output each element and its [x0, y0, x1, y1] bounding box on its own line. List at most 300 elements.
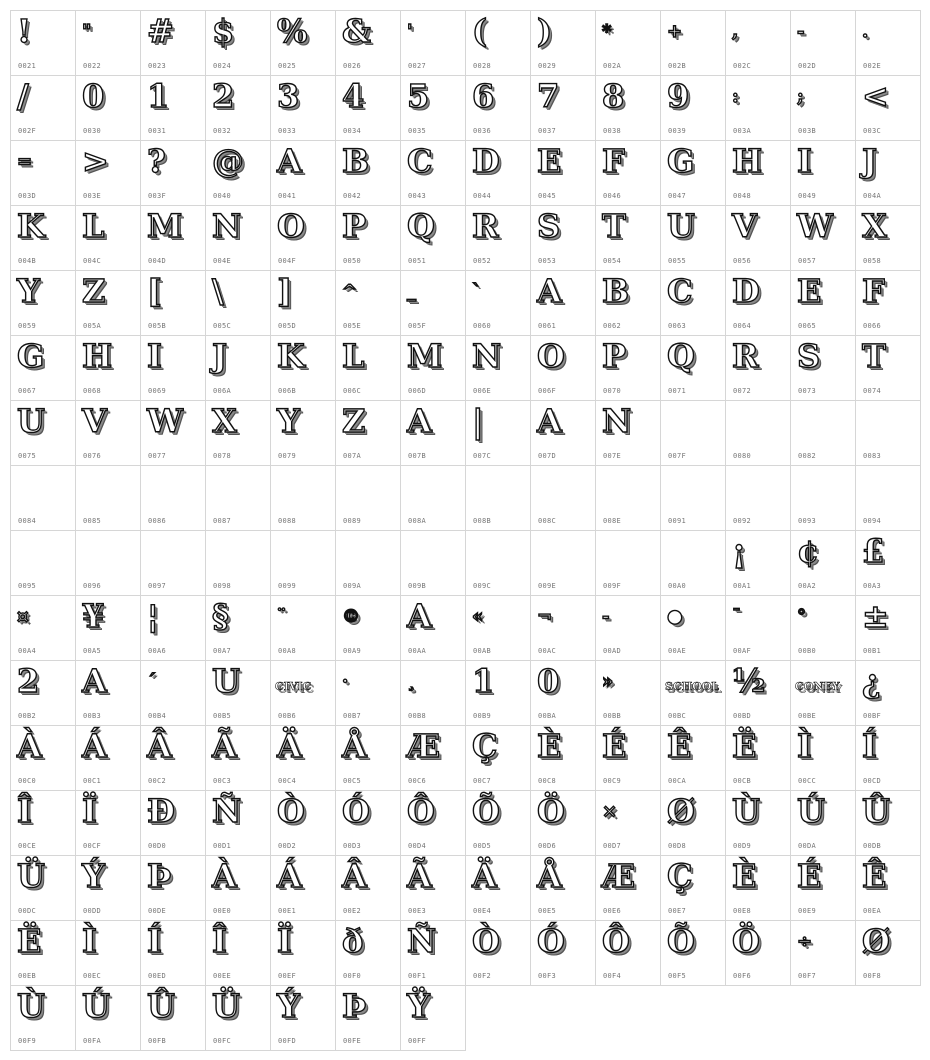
glyph-code-label: 002C [733, 62, 752, 70]
glyph-code-label: 009E [538, 582, 557, 590]
glyph-sample: CONEY [795, 680, 840, 693]
glyph-cell [466, 336, 531, 401]
glyph-cell [791, 271, 856, 336]
glyph-cell [596, 11, 661, 76]
glyph-code-label: 00F5 [668, 972, 687, 980]
glyph-cell [76, 76, 141, 141]
glyph-sample: Ë [732, 727, 757, 765]
glyph-cell [206, 856, 271, 921]
glyph-sample: % [277, 12, 308, 50]
glyph-cell [726, 206, 791, 271]
glyph-cell [76, 791, 141, 856]
glyph-code-label: 007B [408, 452, 427, 460]
glyph-code-label: 0097 [148, 582, 167, 590]
glyph-cell [856, 141, 921, 206]
glyph-code-label: 009A [343, 582, 362, 590]
glyph-code-label: 0035 [408, 127, 427, 135]
glyph-sample: H [82, 337, 113, 375]
glyph-cell [271, 856, 336, 921]
glyph-code-label: 0099 [278, 582, 297, 590]
glyph-sample: A [407, 597, 432, 635]
glyph-code-label: 00CB [733, 777, 752, 785]
glyph-cell [336, 271, 401, 336]
glyph-cell [401, 986, 466, 1051]
glyph-code-label: 00FC [213, 1037, 232, 1045]
glyph-code-label: 00AC [538, 647, 557, 655]
glyph-code-label: 002D [798, 62, 817, 70]
glyph-cell [596, 206, 661, 271]
glyph-sample: 3 [277, 77, 300, 115]
glyph-sample: Ÿ [407, 987, 430, 1025]
glyph-cell [141, 336, 206, 401]
glyph-cell [206, 206, 271, 271]
glyph-sample: Ð [147, 792, 175, 830]
glyph-sample: Z [342, 402, 366, 440]
glyph-cell [661, 791, 726, 856]
glyph-cell [11, 921, 76, 986]
glyph-sample: ; [797, 86, 804, 107]
glyph-sample: Î [17, 792, 32, 830]
glyph-code-label: 002E [863, 62, 882, 70]
glyph-code-label: 0026 [343, 62, 362, 70]
glyph-sample: Í [862, 727, 877, 765]
glyph-code-label: 008C [538, 517, 557, 525]
glyph-code-label: 00CC [798, 777, 817, 785]
glyph-sample: U [212, 662, 240, 700]
glyph-code-label: 008B [473, 517, 492, 525]
glyph-cell [271, 336, 336, 401]
glyph-cell [726, 596, 791, 661]
glyph-cell [401, 531, 466, 596]
glyph-code-label: 00B4 [148, 712, 167, 720]
glyph-cell [661, 336, 726, 401]
glyph-cell [856, 11, 921, 76]
glyph-code-label: 003F [148, 192, 167, 200]
glyph-code-label: 008E [603, 517, 622, 525]
glyph-cell [401, 856, 466, 921]
glyph-cell [336, 661, 401, 726]
glyph-sample: O [277, 207, 305, 245]
glyph-cell [206, 986, 271, 1051]
glyph-code-label: 0067 [18, 387, 37, 395]
glyph-cell [596, 401, 661, 466]
glyph-code-label: 008A [408, 517, 427, 525]
glyph-code-label: 009F [603, 582, 622, 590]
glyph-grid [10, 10, 921, 1051]
glyph-cell [141, 76, 206, 141]
glyph-sample: U [17, 402, 45, 440]
glyph-cell [726, 791, 791, 856]
glyph-code-label: 0089 [343, 517, 362, 525]
glyph-cell [726, 401, 791, 466]
glyph-cell [11, 661, 76, 726]
glyph-cell [791, 206, 856, 271]
glyph-code-label: 00A7 [213, 647, 232, 655]
glyph-sample: O [537, 337, 565, 375]
glyph-code-label: 007A [343, 452, 362, 460]
glyph-code-label: 007C [473, 452, 492, 460]
glyph-sample: Â [342, 857, 367, 895]
glyph-cell [336, 76, 401, 141]
glyph-code-label: 00F1 [408, 972, 427, 980]
glyph-cell [726, 921, 791, 986]
glyph-sample: Ý [277, 987, 300, 1025]
glyph-code-label: 00F0 [343, 972, 362, 980]
glyph-cell [11, 11, 76, 76]
glyph-sample: M [147, 207, 183, 245]
glyph-sample: Y [277, 402, 300, 440]
glyph-code-label: 00BB [603, 712, 622, 720]
glyph-sample: C [667, 272, 693, 310]
glyph-code-label: 0027 [408, 62, 427, 70]
glyph-cell [466, 921, 531, 986]
glyph-sample: _ [407, 281, 416, 302]
glyph-code-label: 00EE [213, 972, 232, 980]
glyph-cell [76, 11, 141, 76]
glyph-cell [791, 76, 856, 141]
glyph-sample: # [147, 12, 174, 50]
glyph-cell [271, 401, 336, 466]
glyph-cell [11, 401, 76, 466]
glyph-sample: U [667, 207, 695, 245]
glyph-cell [856, 661, 921, 726]
glyph-sample: Q [407, 207, 435, 245]
glyph-cell [791, 596, 856, 661]
glyph-cell [596, 141, 661, 206]
glyph-sample: Ô [407, 792, 435, 830]
glyph-code-label: 00F9 [18, 1037, 37, 1045]
glyph-sample: 4 [342, 77, 365, 115]
glyph-code-label: 0066 [863, 322, 882, 330]
glyph-code-label: 0041 [278, 192, 297, 200]
glyph-sample: Ò [472, 922, 500, 960]
glyph-cell [531, 921, 596, 986]
glyph-sample: ? [147, 142, 166, 180]
glyph-cell [661, 726, 726, 791]
glyph-code-label: 0040 [213, 192, 232, 200]
glyph-cell [531, 206, 596, 271]
glyph-code-label: 00D8 [668, 842, 687, 850]
glyph-sample: Á [82, 727, 107, 765]
glyph-sample: X [862, 207, 887, 245]
glyph-code-label: 00E1 [278, 907, 297, 915]
glyph-sample: Ë [17, 922, 42, 960]
glyph-cell [76, 206, 141, 271]
glyph-code-label: 00E6 [603, 907, 622, 915]
glyph-cell [531, 466, 596, 531]
glyph-code-label: 0083 [863, 452, 882, 460]
glyph-code-label: 00D3 [343, 842, 362, 850]
glyph-sample: Ä [277, 727, 302, 765]
glyph-cell [76, 921, 141, 986]
glyph-code-label: 00CF [83, 842, 102, 850]
glyph-code-label: 002F [18, 127, 37, 135]
glyph-cell [661, 531, 726, 596]
glyph-code-label: 00D2 [278, 842, 297, 850]
glyph-code-label: 00E2 [343, 907, 362, 915]
glyph-sample: Û [147, 987, 175, 1025]
glyph-sample: . [862, 21, 869, 42]
glyph-sample: : [732, 86, 739, 107]
glyph-sample: Ö [537, 792, 565, 830]
glyph-code-label: 0051 [408, 257, 427, 265]
glyph-cell [661, 466, 726, 531]
glyph-sample: W [147, 402, 183, 440]
glyph-code-label: 00AB [473, 647, 492, 655]
glyph-code-label: 00C7 [473, 777, 492, 785]
glyph-cell [401, 206, 466, 271]
glyph-cell [401, 401, 466, 466]
glyph-cell [726, 76, 791, 141]
glyph-code-label: 005C [213, 322, 232, 330]
glyph-code-label: 0095 [18, 582, 37, 590]
glyph-cell [141, 661, 206, 726]
glyph-code-label: 00AE [668, 647, 687, 655]
glyph-sample: ' [407, 21, 413, 42]
glyph-sample: 1 [147, 77, 170, 115]
glyph-code-label: 002B [668, 62, 687, 70]
glyph-cell [466, 141, 531, 206]
glyph-code-label: 0045 [538, 192, 557, 200]
glyph-code-label: 00D7 [603, 842, 622, 850]
glyph-cell [791, 726, 856, 791]
glyph-cell [141, 141, 206, 206]
glyph-code-label: 0048 [733, 192, 752, 200]
glyph-cell [791, 401, 856, 466]
glyph-code-label: 00E7 [668, 907, 687, 915]
glyph-cell [596, 76, 661, 141]
glyph-code-label: 0061 [538, 322, 557, 330]
glyph-code-label: 009B [408, 582, 427, 590]
glyph-code-label: 00B1 [863, 647, 882, 655]
glyph-code-label: 00B3 [83, 712, 102, 720]
glyph-sample: ¦ [147, 597, 159, 635]
glyph-code-label: 002A [603, 62, 622, 70]
glyph-cell [336, 856, 401, 921]
glyph-code-label: 00A5 [83, 647, 102, 655]
glyph-sample: D [732, 272, 760, 310]
glyph-sample: G [667, 142, 695, 180]
glyph-code-label: 00DC [18, 907, 37, 915]
glyph-code-label: 00B2 [18, 712, 37, 720]
glyph-code-label: 0050 [343, 257, 362, 265]
glyph-sample: Ú [797, 792, 825, 830]
glyph-cell [791, 791, 856, 856]
glyph-code-label: 0044 [473, 192, 492, 200]
glyph-cell [661, 596, 726, 661]
glyph-sample: ¡ [732, 532, 747, 570]
glyph-cell [791, 531, 856, 596]
glyph-cell [466, 76, 531, 141]
glyph-cell [271, 11, 336, 76]
glyph-cell [531, 271, 596, 336]
glyph-cell [791, 856, 856, 921]
glyph-cell [466, 531, 531, 596]
glyph-code-label: 00FE [343, 1037, 362, 1045]
glyph-sample: J [212, 337, 228, 375]
glyph-sample: P [602, 337, 627, 375]
glyph-cell [661, 401, 726, 466]
glyph-sample: Ø [862, 922, 890, 960]
glyph-code-label: 0080 [733, 452, 752, 460]
glyph-cell [76, 726, 141, 791]
glyph-sample: Ó [342, 792, 370, 830]
glyph-code-label: 0036 [473, 127, 492, 135]
glyph-cell [336, 726, 401, 791]
glyph-sample: L [82, 207, 105, 245]
glyph-sample: V [732, 207, 757, 245]
glyph-code-label: 0098 [213, 582, 232, 590]
glyph-sample: ● [667, 606, 683, 627]
glyph-code-label: 00FB [148, 1037, 167, 1045]
glyph-code-label: 00A9 [343, 647, 362, 655]
glyph-code-label: 00FF [408, 1037, 427, 1045]
glyph-cell [466, 726, 531, 791]
glyph-code-label: 00BC [668, 712, 687, 720]
glyph-cell [791, 466, 856, 531]
glyph-sample: W [797, 207, 833, 245]
glyph-cell [856, 401, 921, 466]
glyph-cell [11, 986, 76, 1051]
glyph-sample: · [342, 671, 349, 692]
glyph-code-label: 00BF [863, 712, 882, 720]
glyph-cell [596, 791, 661, 856]
glyph-code-label: 007E [603, 452, 622, 460]
glyph-cell [141, 856, 206, 921]
glyph-sample: Ê [667, 727, 692, 765]
glyph-cell [726, 661, 791, 726]
glyph-sample: = [17, 151, 33, 172]
glyph-sample: Ò [277, 792, 305, 830]
glyph-code-label: 00A4 [18, 647, 37, 655]
glyph-code-label: 0052 [473, 257, 492, 265]
glyph-sample: Þ [342, 987, 367, 1025]
glyph-cell [271, 271, 336, 336]
glyph-cell [661, 11, 726, 76]
glyph-code-label: 003C [863, 127, 882, 135]
glyph-sample: " [82, 21, 92, 42]
glyph-code-label: 00EA [863, 907, 882, 915]
glyph-sample: [ [147, 272, 163, 310]
glyph-cell [336, 336, 401, 401]
glyph-cell [336, 921, 401, 986]
glyph-sample: A [537, 402, 562, 440]
glyph-code-label: 006B [278, 387, 297, 395]
glyph-cell [141, 531, 206, 596]
glyph-sample: £ [862, 532, 885, 570]
glyph-sample: & [342, 12, 371, 50]
glyph-cell [11, 466, 76, 531]
glyph-code-label: 007F [668, 452, 687, 460]
glyph-code-label: 0029 [538, 62, 557, 70]
glyph-sample: @ [212, 142, 244, 180]
glyph-code-label: 00CA [668, 777, 687, 785]
glyph-sample: Ç [472, 727, 498, 765]
glyph-cell [856, 791, 921, 856]
glyph-code-label: 00C9 [603, 777, 622, 785]
glyph-code-label: 0088 [278, 517, 297, 525]
glyph-cell [11, 726, 76, 791]
glyph-sample: X [212, 402, 237, 440]
glyph-code-label: 0085 [83, 517, 102, 525]
glyph-cell [141, 466, 206, 531]
glyph-code-label: 0063 [668, 322, 687, 330]
glyph-cell [401, 76, 466, 141]
glyph-code-label: 00B9 [473, 712, 492, 720]
glyph-code-label: 00CD [863, 777, 882, 785]
glyph-code-label: 0071 [668, 387, 687, 395]
glyph-code-label: 0059 [18, 322, 37, 330]
glyph-cell [336, 401, 401, 466]
glyph-cell [531, 141, 596, 206]
glyph-sample: § [212, 597, 229, 635]
glyph-sample: 0 [537, 662, 560, 700]
glyph-sample: N [602, 402, 632, 440]
glyph-cell [596, 596, 661, 661]
glyph-sample: Û [862, 792, 890, 830]
glyph-sample: ð [342, 922, 364, 960]
glyph-sample: H [732, 142, 763, 180]
glyph-cell [206, 596, 271, 661]
glyph-sample: 5 [407, 77, 430, 115]
glyph-sample: - [797, 21, 805, 42]
glyph-sample: K [17, 207, 45, 245]
glyph-cell [466, 661, 531, 726]
glyph-code-label: 00D1 [213, 842, 232, 850]
glyph-sample: , [732, 21, 739, 42]
glyph-code-label: 00F4 [603, 972, 622, 980]
glyph-code-label: 0033 [278, 127, 297, 135]
glyph-sample: À [17, 727, 42, 765]
glyph-cell [466, 596, 531, 661]
glyph-sample: - [602, 606, 610, 627]
glyph-cell [336, 141, 401, 206]
glyph-code-label: 0034 [343, 127, 362, 135]
glyph-sample: 2 [17, 662, 40, 700]
glyph-code-label: 0070 [603, 387, 622, 395]
glyph-cell [271, 791, 336, 856]
glyph-cell [141, 206, 206, 271]
glyph-cell [271, 986, 336, 1051]
glyph-sample: Ö [732, 922, 760, 960]
glyph-code-label: 0078 [213, 452, 232, 460]
glyph-code-label: 00D5 [473, 842, 492, 850]
glyph-cell [141, 921, 206, 986]
glyph-sample: Ñ [212, 792, 242, 830]
glyph-sample: ¿ [862, 662, 881, 700]
glyph-sample: Ï [277, 922, 292, 960]
glyph-sample: * [602, 21, 612, 42]
glyph-sample: ^ [342, 281, 358, 302]
glyph-sample: ° [797, 606, 806, 627]
glyph-cell [856, 921, 921, 986]
glyph-cell [206, 466, 271, 531]
glyph-code-label: 00A0 [668, 582, 687, 590]
glyph-code-label: 00E3 [408, 907, 427, 915]
glyph-sample: Á [277, 857, 302, 895]
glyph-code-label: 0079 [278, 452, 297, 460]
glyph-code-label: 006A [213, 387, 232, 395]
glyph-sample: Æ [602, 857, 636, 895]
glyph-sample: ¬ [537, 606, 553, 627]
glyph-code-label: 005A [83, 322, 102, 330]
glyph-code-label: 0038 [603, 127, 622, 135]
glyph-cell [531, 661, 596, 726]
glyph-cell [206, 76, 271, 141]
glyph-code-label: 00C3 [213, 777, 232, 785]
glyph-sample: R [732, 337, 759, 375]
glyph-code-label: 004E [213, 257, 232, 265]
